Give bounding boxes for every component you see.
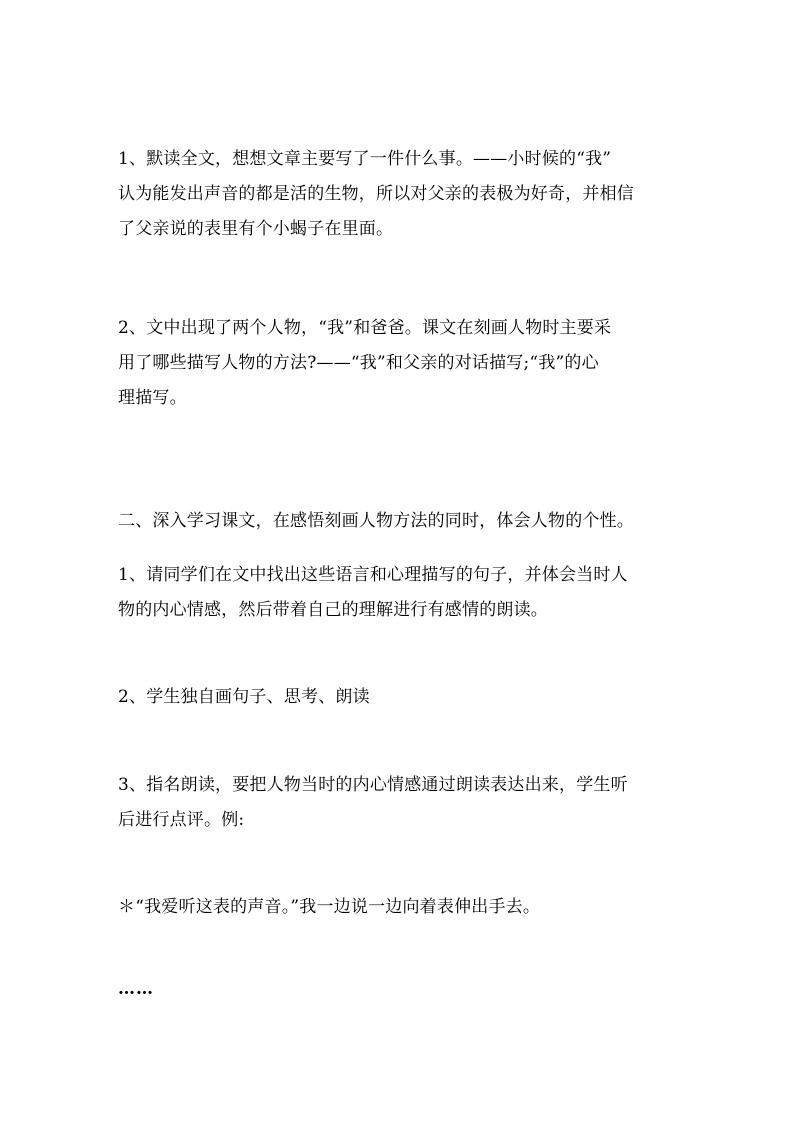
ellipsis-text: …… <box>118 979 154 999</box>
example-sentence <box>118 890 680 925</box>
paragraph-5 <box>118 768 680 838</box>
paragraph-line: 理描写。 <box>118 388 187 408</box>
paragraph-line: 了父亲说的表里有个小蝎子在里面。 <box>118 219 394 239</box>
example-sentence-text: ＊“我爱听这表的声音。”我一边说一边向着表伸出手去。 <box>118 897 541 917</box>
paragraph-1 <box>118 142 680 247</box>
paragraph-4 <box>118 680 680 715</box>
paragraph-line: 1、默读全文，想想文章主要写了一件什么事。——小时候的“我” <box>118 149 612 169</box>
paragraph-line: 1、请同学们在文中找出这些语言和心理描写的句子，并体会当时人 <box>118 565 628 585</box>
paragraph-line: 2、文中出现了两个人物，“我”和爸爸。课文在刻画人物时主要采 <box>118 318 612 338</box>
paragraph-line: 后进行点评。例: <box>118 810 245 830</box>
paragraph-3 <box>118 558 680 628</box>
section-heading-text: 二、深入学习课文，在感悟刻画人物方法的同时，体会人物的个性。 <box>118 511 634 531</box>
ellipsis-paragraph <box>118 972 680 1007</box>
paragraph-line: 用了哪些描写人物的方法?——“我”和父亲的对话描写;“我”的心 <box>118 353 599 373</box>
paragraph-2 <box>118 311 680 416</box>
paragraph-line: 3、指名朗读，要把人物当时的内心情感通过朗读表达出来，学生听 <box>118 775 628 795</box>
paragraph-line: 2、学生独自画句子、思考、朗读 <box>118 687 370 707</box>
paragraph-line: 认为能发出声音的都是活的生物，所以对父亲的表极为好奇，并相信 <box>118 184 634 204</box>
section-heading <box>118 504 680 539</box>
paragraph-line: 物的内心情感，然后带着自己的理解进行有感情的朗读。 <box>118 600 548 620</box>
